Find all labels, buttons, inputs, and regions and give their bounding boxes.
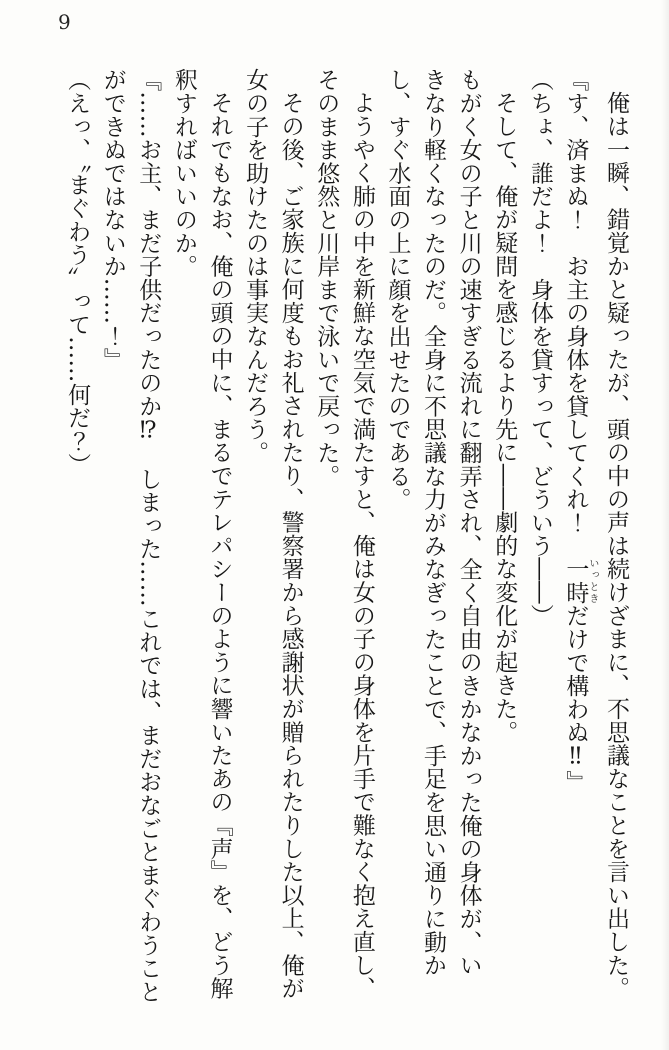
text-run: （えっ、〝まぐわう〟って……何だ？） (64, 68, 91, 476)
furigana: いっ (586, 557, 598, 581)
vertical-text-block (59, 68, 634, 1013)
text-run: ができぬではないか……！』 (99, 68, 126, 371)
text-run: だけで構わぬ‼』 (562, 603, 589, 794)
text-column (379, 68, 415, 1013)
page-edge-shadow (661, 0, 669, 1050)
text-column (59, 68, 95, 1013)
text-column (272, 68, 308, 1013)
text-run: その後、ご家族に何度もお礼されたり、警察署から感謝状が贈られたりした以上、俺が (277, 91, 304, 1000)
text-run: 『……お主、まだ子供だったのか⁉ しまった……これでは、まだおなごとまぐわうこと (135, 68, 162, 1003)
text-column (343, 68, 379, 1013)
text-column (201, 68, 237, 1013)
text-column (308, 68, 344, 1013)
text-column (165, 68, 201, 1013)
text-column (130, 68, 166, 1013)
text-run: それでもなお、俺の頭の中に、まるでテレパシーのように響いたあの『声』を、どう解 (206, 91, 233, 1000)
text-run: 俺は一瞬、錯覚かと疑ったが、頭の中の声は続けざまに、不思議なことを言い出した。 (603, 91, 629, 1000)
text-run: （ちょ、誰だよ！ 身体を貸すって、どういう――） (526, 68, 553, 628)
ruby-annotation (562, 580, 598, 604)
text-run: し、すぐ水面の上に顔を出せたのである。 (384, 68, 411, 511)
text-column (94, 68, 130, 1013)
text-run: そして、俺が疑問を感じるより先に――劇的な変化が起きた。 (491, 91, 518, 744)
text-run: 女の子を助けたのは事実なんだろう。 (242, 68, 269, 465)
text-run: そのまま悠然と川岸まで泳いで戻った。 (313, 68, 340, 488)
ruby-base: 一 (562, 557, 589, 581)
page-number: 9 (58, 10, 71, 34)
furigana: とき (586, 580, 598, 604)
text-column (597, 68, 633, 1013)
text-run: 釈すればいいのか。 (170, 68, 197, 278)
text-column (557, 68, 598, 1013)
text-column (414, 68, 450, 1013)
ruby-annotation (562, 557, 598, 581)
text-run: もがく女の子と川の速すぎる流れに翻弄され、全く自由のきかなかった俺の身体が、い (455, 68, 482, 977)
text-column (236, 68, 272, 1013)
ruby-base: 時 (562, 580, 589, 604)
text-run: 『す、済まぬ！ お主の身体を貸してくれ！ (562, 68, 589, 558)
text-run: ようやく肺の中を新鮮な空気で満たすと、俺は女の子の身体を片手で難なく抱え直し、 (348, 91, 375, 1000)
text-column (450, 68, 486, 1013)
text-column (521, 68, 557, 1013)
text-run: きなり軽くなったのだ。全身に不思議な力がみなぎったことで、手足を思い通りに動か (420, 68, 447, 977)
text-column (486, 68, 522, 1013)
